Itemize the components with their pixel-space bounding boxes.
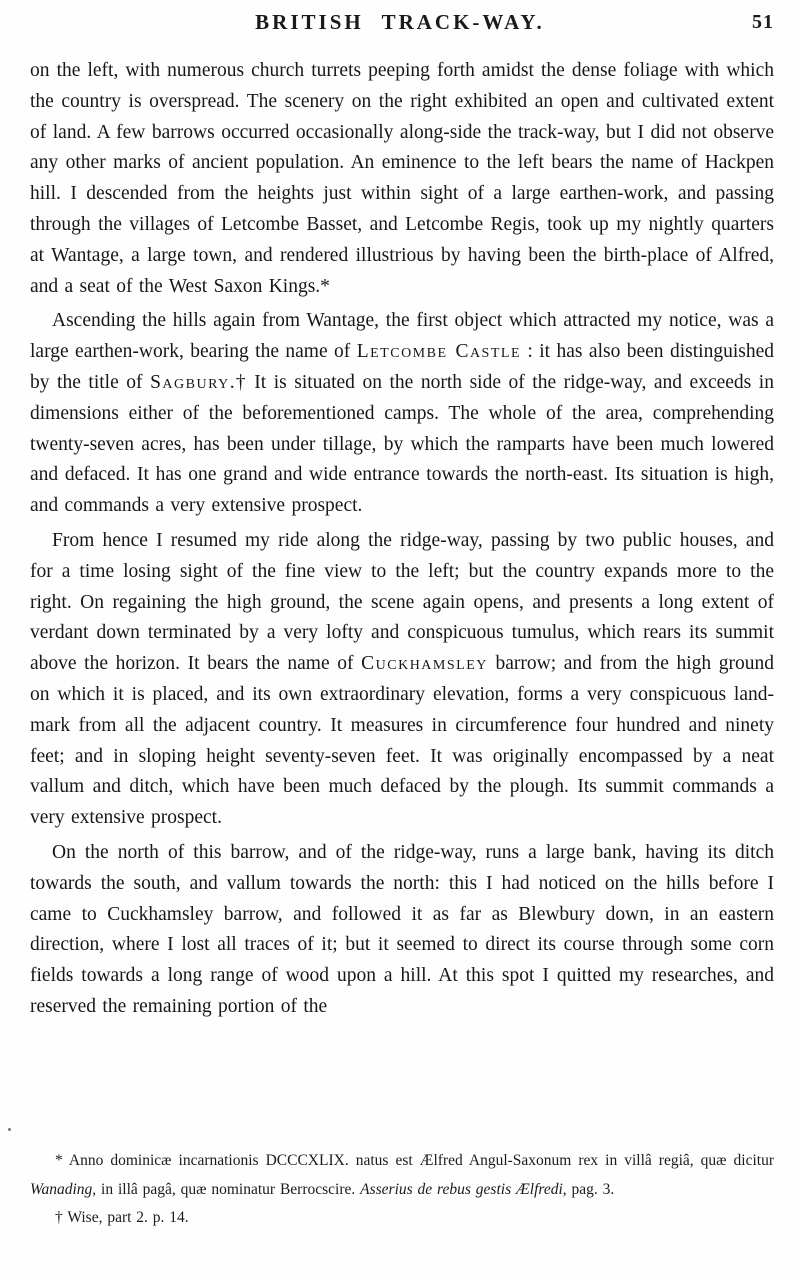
paragraph-3 [30,526,774,834]
footnote-2-marker: † [55,1209,63,1226]
paragraph-3-text-2: barrow; and from the high ground on which it is placed, and its own extraordinary elevation, forms a very conspicuous land-mark from all the adjacent country. It measures in circumference four hundred and ninety feet; and in sloping height seventy-seven feet. It was originally encompassed by a neat vallum and ditch, which have been much defaced by the plough. Its summit commands a very extensive prospect. [30,653,774,829]
paragraph-2-text-3: .† It is situated on the north side of the ridge-way, and exceeds in dimensions either of the beforementioned camps. The whole of the area, comprehending twenty-seven acres, has been under tillage, by which the ramparts have been much lowered and defaced. It has one grand and wide entrance towards the north-east. Its situation is high, and commands a very extensive prospect. [30,371,774,517]
scan-speck [8,1128,11,1131]
paragraph-1 [30,56,774,302]
footnote-1-marker: * [55,1152,63,1169]
footnote-1-text-1: Anno dominicæ incarnationis DCCCXLIX. natus est Ælfred Angul-Saxonum rex in villâ regiâ, quæ dicitur [62,1152,774,1169]
paragraph-1-text: on the left, with numerous church turrets peeping forth amidst the dense foliage with which the country is overspread. The scenery on the right exhibited an open and cultivated extent of land. A few barrows occurred occasionally along-side the track-way, but I did not observe any other marks of ancient population. An eminence to the left bears the name of Hackpen hill. I descended from the heights just within sight of a large earthen-work, and passing through the villages of Letcombe Basset, and Letcombe Regis, took up my nightly quarters at Wantage, a large town, and rendered illustrious by having been the birth-place of Alfred, and a seat of the West Saxon Kings.* [30,60,774,297]
footnote-1-text-2: , in illâ pagâ, quæ nominatur Berrocscire. [92,1180,361,1198]
paragraph-4-text: On the north of this barrow, and of the ridge-way, runs a large bank, having its ditch towards the south, and vallum towards the north: this I had noticed on the hills before I came to Cuckhamsley barrow, and followed it as far as Blewbury down, in an eastern direction, where I lost all traces of it; but it seemed to direct its course through some corn fields towards a long range of wood upon a hill. At this spot I quitted my researches, and reserved the remaining portion of the [30,841,774,1017]
footnote-1-text-3: , pag. 3. [562,1180,615,1198]
smallcaps-cuckhamsley: Cuckhamsley [361,653,488,675]
page-title: BRITISH TRACK-WAY. [255,10,545,34]
running-header [0,10,800,40]
footnote-1 [30,1147,774,1204]
smallcaps-sagbury: Sagbury [150,371,230,393]
smallcaps-letcombe-castle: Letcombe Castle [356,341,521,363]
footnotes [30,1147,774,1233]
page-body [30,56,774,1027]
footnote-2 [30,1204,774,1233]
page-number: 51 [752,11,774,33]
paragraph-2-text-2: : it has also been distinguished by the title of [30,341,774,393]
footnote-1-italic-wanading: Wanading [30,1180,93,1198]
paragraph-3-text-1: From hence I resumed my ride along the ridge-way, passing by two public houses, and for a time losing sight of the fine view to the left; but the country expands more to the right. On regaining the high ground, the scene again opens, and presents a long extent of verdant down terminated by a very lofty and conspicuous tumulus, which rears its summit above the horizon. It bears the name of [30,529,774,675]
paragraph-4 [30,838,774,1023]
footnote-2-text: Wise, part 2. p. 14. [62,1209,189,1226]
paragraph-2-text-1: Ascending the hills again from Wantage, the first object which attracted my notice, was a large earthen-work, bearing the name of [30,310,774,363]
paragraph-2 [30,306,774,522]
footnote-1-italic-asserius: Asserius de rebus gestis Ælfredi [360,1180,563,1198]
